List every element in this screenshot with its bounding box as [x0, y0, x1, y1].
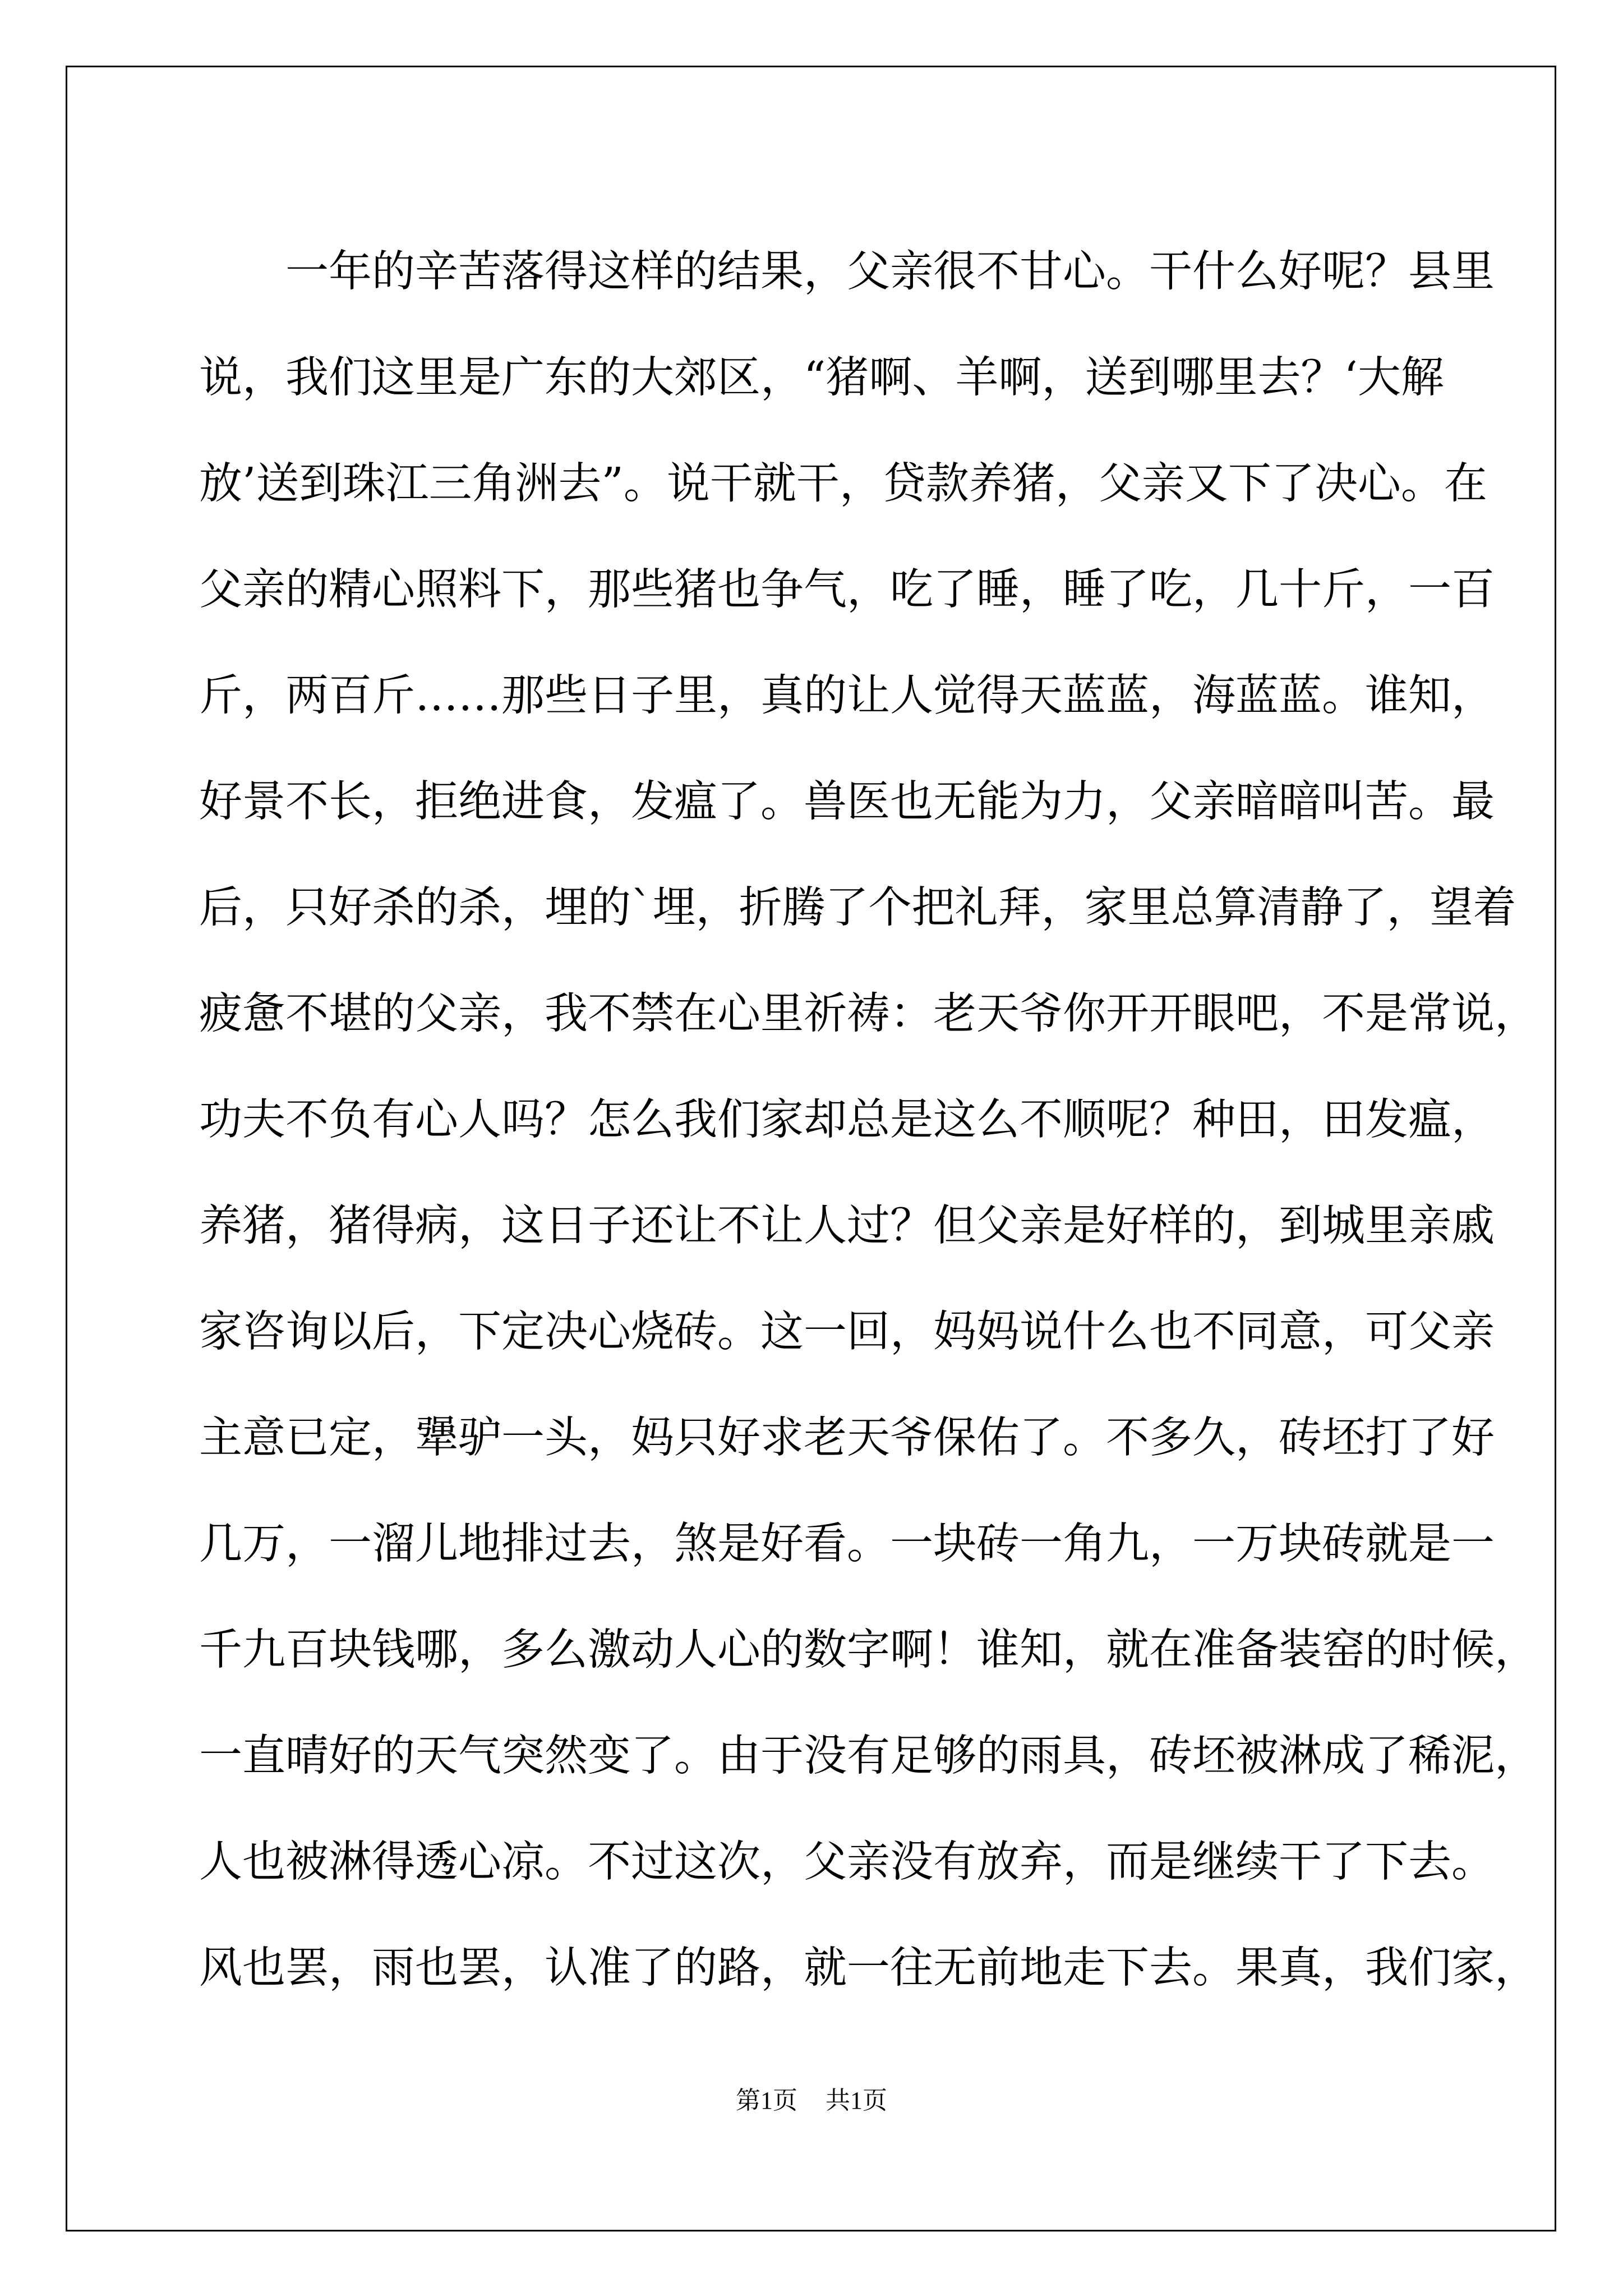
- page-total: 共1页: [826, 2087, 887, 2114]
- text-line: 斤，两百斤……那些日子里，真的让人觉得天蓝蓝，海蓝蓝。谁知，: [199, 671, 1495, 721]
- text-line: 疲惫不堪的父亲，我不禁在心里祈祷：老天爷你开开眼吧，不是常说，: [199, 989, 1538, 1039]
- text-line: 主意已定，犟驴一头，妈只好求老天爷保佑了。不多久，砖坯打了好: [199, 1413, 1495, 1463]
- page-footer: [0, 2084, 1623, 2118]
- text-line: 放’送到珠江三角洲去”。说干就干，贷款养猪，父亲又下了决心。在: [199, 459, 1487, 509]
- text-line: 一年的辛苦落得这样的结果，父亲很不甘心。干什么好呢？县里: [285, 247, 1495, 297]
- text-line: 家咨询以后，下定决心烧砖。这一回，妈妈说什么也不同意，可父亲: [199, 1307, 1495, 1357]
- text-line: 一直晴好的天气突然变了。由于没有足够的雨具，砖坯被淋成了稀泥，: [199, 1731, 1538, 1781]
- text-line: 养猪，猪得病，这日子还让不让人过？但父亲是好样的，到城里亲戚: [199, 1201, 1495, 1251]
- text-line: 功夫不负有心人吗？怎么我们家却总是这么不顺呢？种田，田发瘟，: [199, 1095, 1495, 1145]
- body-paragraph: [199, 219, 1538, 2021]
- text-line: 好景不长，拒绝进食，发瘟了。兽医也无能为力，父亲暗暗叫苦。最: [199, 777, 1495, 827]
- page-number: 第1页: [736, 2087, 797, 2114]
- text-line: 风也罢，雨也罢，认准了的路，就一往无前地走下去。果真，我们家，: [199, 1943, 1538, 1993]
- text-line: 说，我们这里是广东的大郊区，“猪啊、羊啊，送到哪里去？‘大解: [199, 353, 1444, 403]
- text-line: 后，只好杀的杀，埋的`埋，折腾了个把礼拜，家里总算清静了，望着: [199, 883, 1516, 933]
- text-line: 千九百块钱哪，多么激动人心的数字啊！谁知，就在准备装窑的时候，: [199, 1625, 1538, 1675]
- text-line: 人也被淋得透心凉。不过这次，父亲没有放弃，而是继续干了下去。: [199, 1837, 1495, 1887]
- text-line: 几万，一溜儿地排过去，煞是好看。一块砖一角九，一万块砖就是一: [199, 1519, 1495, 1569]
- text-line: 父亲的精心照料下，那些猪也争气，吃了睡，睡了吃，几十斤，一百: [199, 565, 1495, 615]
